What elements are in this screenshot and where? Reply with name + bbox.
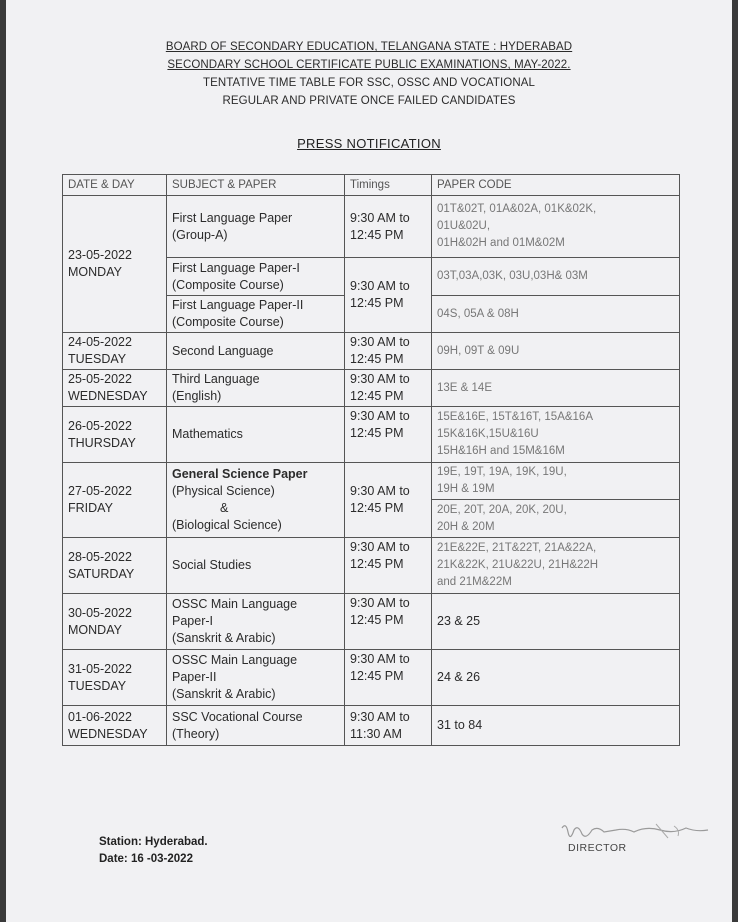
timing-cell: 9:30 AM to 12:45 PM — [345, 333, 432, 370]
date-cell: 26-05-2022 THURSDAY — [63, 407, 167, 463]
header-candidates-line: REGULAR AND PRIVATE ONCE FAILED CANDIDATES — [222, 95, 516, 107]
paper-code-cell: 04S, 05A & 08H — [432, 296, 680, 333]
paper-code-cell: 03T,03A,03K, 03U,03H& 03M — [432, 258, 680, 296]
subject-cell: Third Language (English) — [167, 370, 345, 407]
header-date-day: DATE & DAY — [63, 175, 167, 196]
timetable — [62, 174, 680, 746]
header-subject-paper: SUBJECT & PAPER — [167, 175, 345, 196]
header-timetable-line: TENTATIVE TIME TABLE FOR SSC, OSSC AND VOCATIONAL — [202, 77, 536, 89]
paper-code-cell: 13E & 14E — [432, 370, 680, 407]
press-notification-title: PRESS NOTIFICATION — [297, 136, 441, 151]
date-label: Date: 16 -03-2022 — [99, 853, 193, 865]
timing-cell: 9:30 AM to 12:45 PM — [345, 407, 432, 463]
date-cell: 28-05-2022 SATURDAY — [63, 538, 167, 594]
date-cell: 25-05-2022 WEDNESDAY — [63, 370, 167, 407]
header-exam-line: SECONDARY SCHOOL CERTIFICATE PUBLIC EXAMINATIONS, MAY-2022. — [167, 59, 571, 71]
date-cell: 31-05-2022 TUESDAY — [63, 650, 167, 706]
director-label: DIRECTOR — [568, 842, 627, 854]
paper-code-cell: 20E, 20T, 20A, 20K, 20U, 20H & 20M — [432, 500, 680, 538]
table-row — [63, 196, 680, 258]
table-row — [63, 333, 680, 370]
table-header-row — [63, 175, 680, 196]
paper-code-cell: 19E, 19T, 19A, 19K, 19U, 19H & 19M — [432, 463, 680, 500]
table-row — [63, 463, 680, 500]
header-paper-code: PAPER CODE — [432, 175, 680, 196]
timing-cell: 9:30 AM to 12:45 PM — [345, 258, 432, 333]
paper-code-cell: 31 to 84 — [432, 706, 680, 746]
table-row — [63, 538, 680, 594]
document-page — [6, 0, 732, 922]
director-signature-image — [556, 820, 716, 860]
subject-cell: Mathematics — [167, 407, 345, 463]
header-timings: Timings — [345, 175, 432, 196]
subject-cell: Second Language — [167, 333, 345, 370]
timing-cell: 9:30 AM to 12:45 PM — [345, 463, 432, 538]
paper-code-cell: 09H, 09T & 09U — [432, 333, 680, 370]
header-board-line: BOARD OF SECONDARY EDUCATION, TELANGANA STATE : HYDERABAD — [165, 41, 573, 53]
table-row — [63, 370, 680, 407]
timing-cell: 9:30 AM to 12:45 PM — [345, 594, 432, 650]
subject-cell: First Language Paper-II (Composite Course) — [167, 296, 345, 333]
timing-cell: 9:30 AM to 11:30 AM — [345, 706, 432, 746]
table-row — [63, 594, 680, 650]
table-row — [63, 407, 680, 463]
subject-cell: Social Studies — [167, 538, 345, 594]
date-cell: 27-05-2022 FRIDAY — [63, 463, 167, 538]
date-cell: 23-05-2022 MONDAY — [63, 196, 167, 333]
paper-code-cell: 01T&02T, 01A&02A, 01K&02K, 01U&02U, 01H&02H and 01M&02M — [432, 196, 680, 258]
paper-code-cell: 23 & 25 — [432, 594, 680, 650]
date-cell: 30-05-2022 MONDAY — [63, 594, 167, 650]
document-header — [6, 38, 732, 110]
subject-cell: General Science Paper (Physical Science) & (Biological Science) — [167, 463, 345, 538]
paper-code-cell: 21E&22E, 21T&22T, 21A&22A, 21K&22K, 21U&22U, 21H&22H and 21M&22M — [432, 538, 680, 594]
timing-cell: 9:30 AM to 12:45 PM — [345, 196, 432, 258]
station-date-block — [99, 834, 208, 868]
subject-cell: First Language Paper-I (Composite Course) — [167, 258, 345, 296]
date-cell: 01-06-2022 WEDNESDAY — [63, 706, 167, 746]
timing-cell: 9:30 AM to 12:45 PM — [345, 650, 432, 706]
subject-cell: OSSC Main Language Paper-II (Sanskrit & Arabic) — [167, 650, 345, 706]
paper-code-cell: 24 & 26 — [432, 650, 680, 706]
date-cell: 24-05-2022 TUESDAY — [63, 333, 167, 370]
subject-cell: First Language Paper (Group-A) — [167, 196, 345, 258]
subject-cell: OSSC Main Language Paper-I (Sanskrit & Arabic) — [167, 594, 345, 650]
timing-cell: 9:30 AM to 12:45 PM — [345, 370, 432, 407]
station-label: Station: Hyderabad. — [99, 836, 208, 848]
timing-cell: 9:30 AM to 12:45 PM — [345, 538, 432, 594]
table-row — [63, 650, 680, 706]
subject-cell: SSC Vocational Course (Theory) — [167, 706, 345, 746]
paper-code-cell: 15E&16E, 15T&16T, 15A&16A 15K&16K,15U&16U 15H&16H and 15M&16M — [432, 407, 680, 463]
table-row — [63, 706, 680, 746]
